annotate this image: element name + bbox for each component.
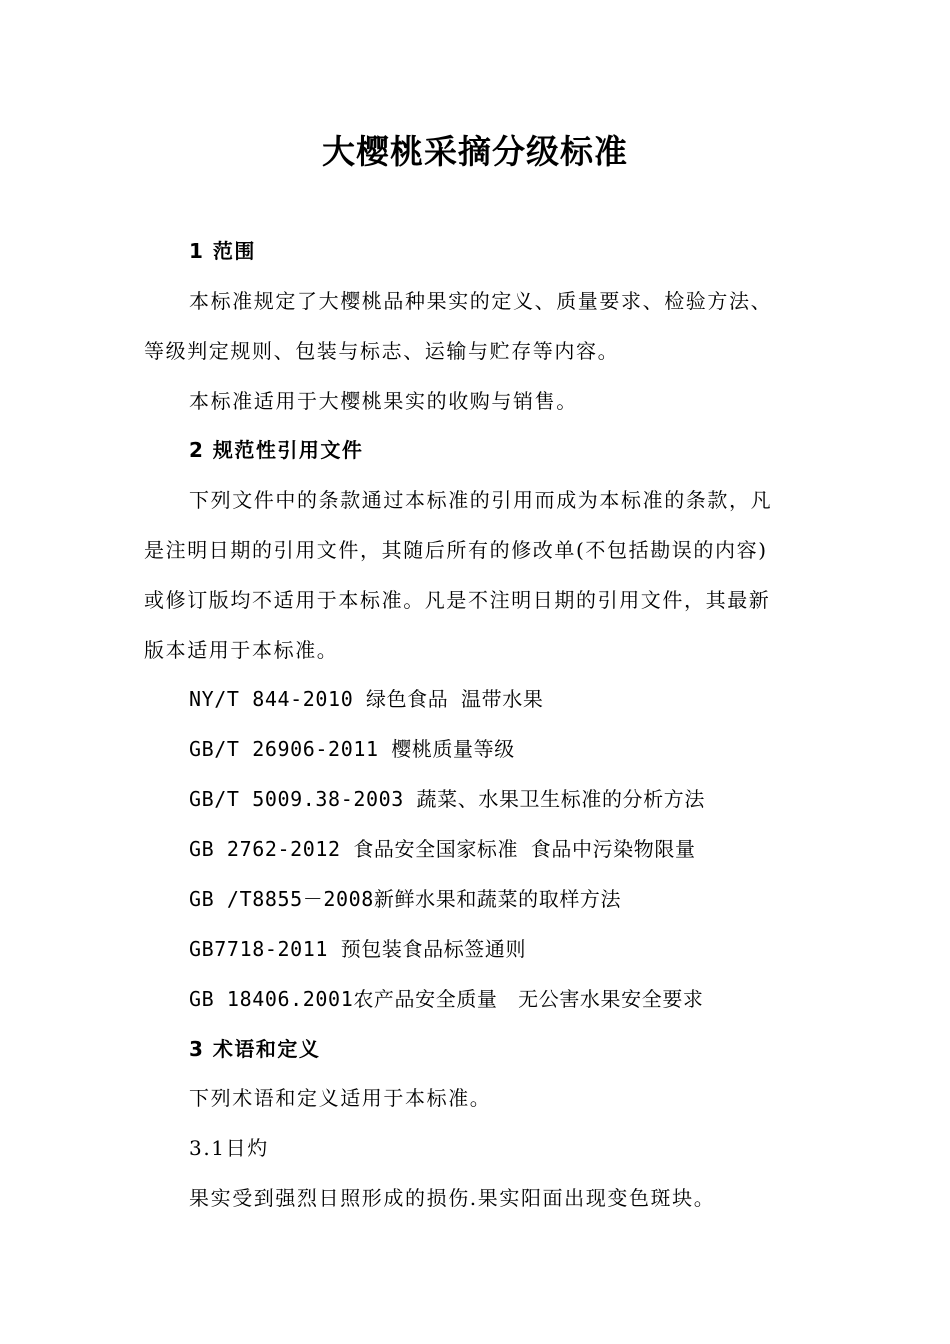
- document-title: 大樱桃采摘分级标准: [322, 132, 628, 171]
- paragraph-line: 下列文件中的条款通过本标准的引用而成为本标准的条款，凡: [189, 488, 773, 512]
- section-heading-normative-refs: 2 规范性引用文件: [189, 438, 364, 462]
- section-heading-terms: 3 术语和定义: [189, 1037, 321, 1061]
- reference-item: GB7718-2011 预包装食品标签通则: [189, 937, 527, 961]
- paragraph-line: 版本适用于本标准。: [144, 638, 339, 662]
- paragraph-line: 是注明日期的引用文件，其随后所有的修改单(不包括勘误的内容): [144, 538, 768, 562]
- term-definition: 果实受到强烈日照形成的损伤.果实阳面出现变色斑块。: [189, 1186, 716, 1210]
- paragraph-line: 本标准规定了大樱桃品种果实的定义、质量要求、检验方法、: [189, 289, 773, 313]
- reference-item: GB 18406.2001农产品安全质量 无公害水果安全要求: [189, 987, 704, 1011]
- reference-item: GB /T8855－2008新鲜水果和蔬菜的取样方法: [189, 887, 622, 911]
- reference-item: GB 2762-2012 食品安全国家标准 食品中污染物限量: [189, 837, 696, 861]
- paragraph-line: 下列术语和定义适用于本标准。: [189, 1086, 492, 1110]
- reference-item: GB/T 5009.38-2003 蔬菜、水果卫生标准的分析方法: [189, 787, 705, 811]
- paragraph-line: 或修订版均不适用于本标准。凡是不注明日期的引用文件，其最新: [144, 588, 771, 612]
- term-label: 3.1日灼: [189, 1136, 269, 1160]
- reference-item: NY/T 844-2010 绿色食品 温带水果: [189, 687, 544, 711]
- paragraph-line: 本标准适用于大樱桃果实的收购与销售。: [189, 389, 578, 413]
- reference-item: GB/T 26906-2011 樱桃质量等级: [189, 737, 515, 761]
- section-heading-scope: 1 范围: [189, 239, 256, 263]
- paragraph-line: 等级判定规则、包装与标志、运输与贮存等内容。: [144, 339, 620, 363]
